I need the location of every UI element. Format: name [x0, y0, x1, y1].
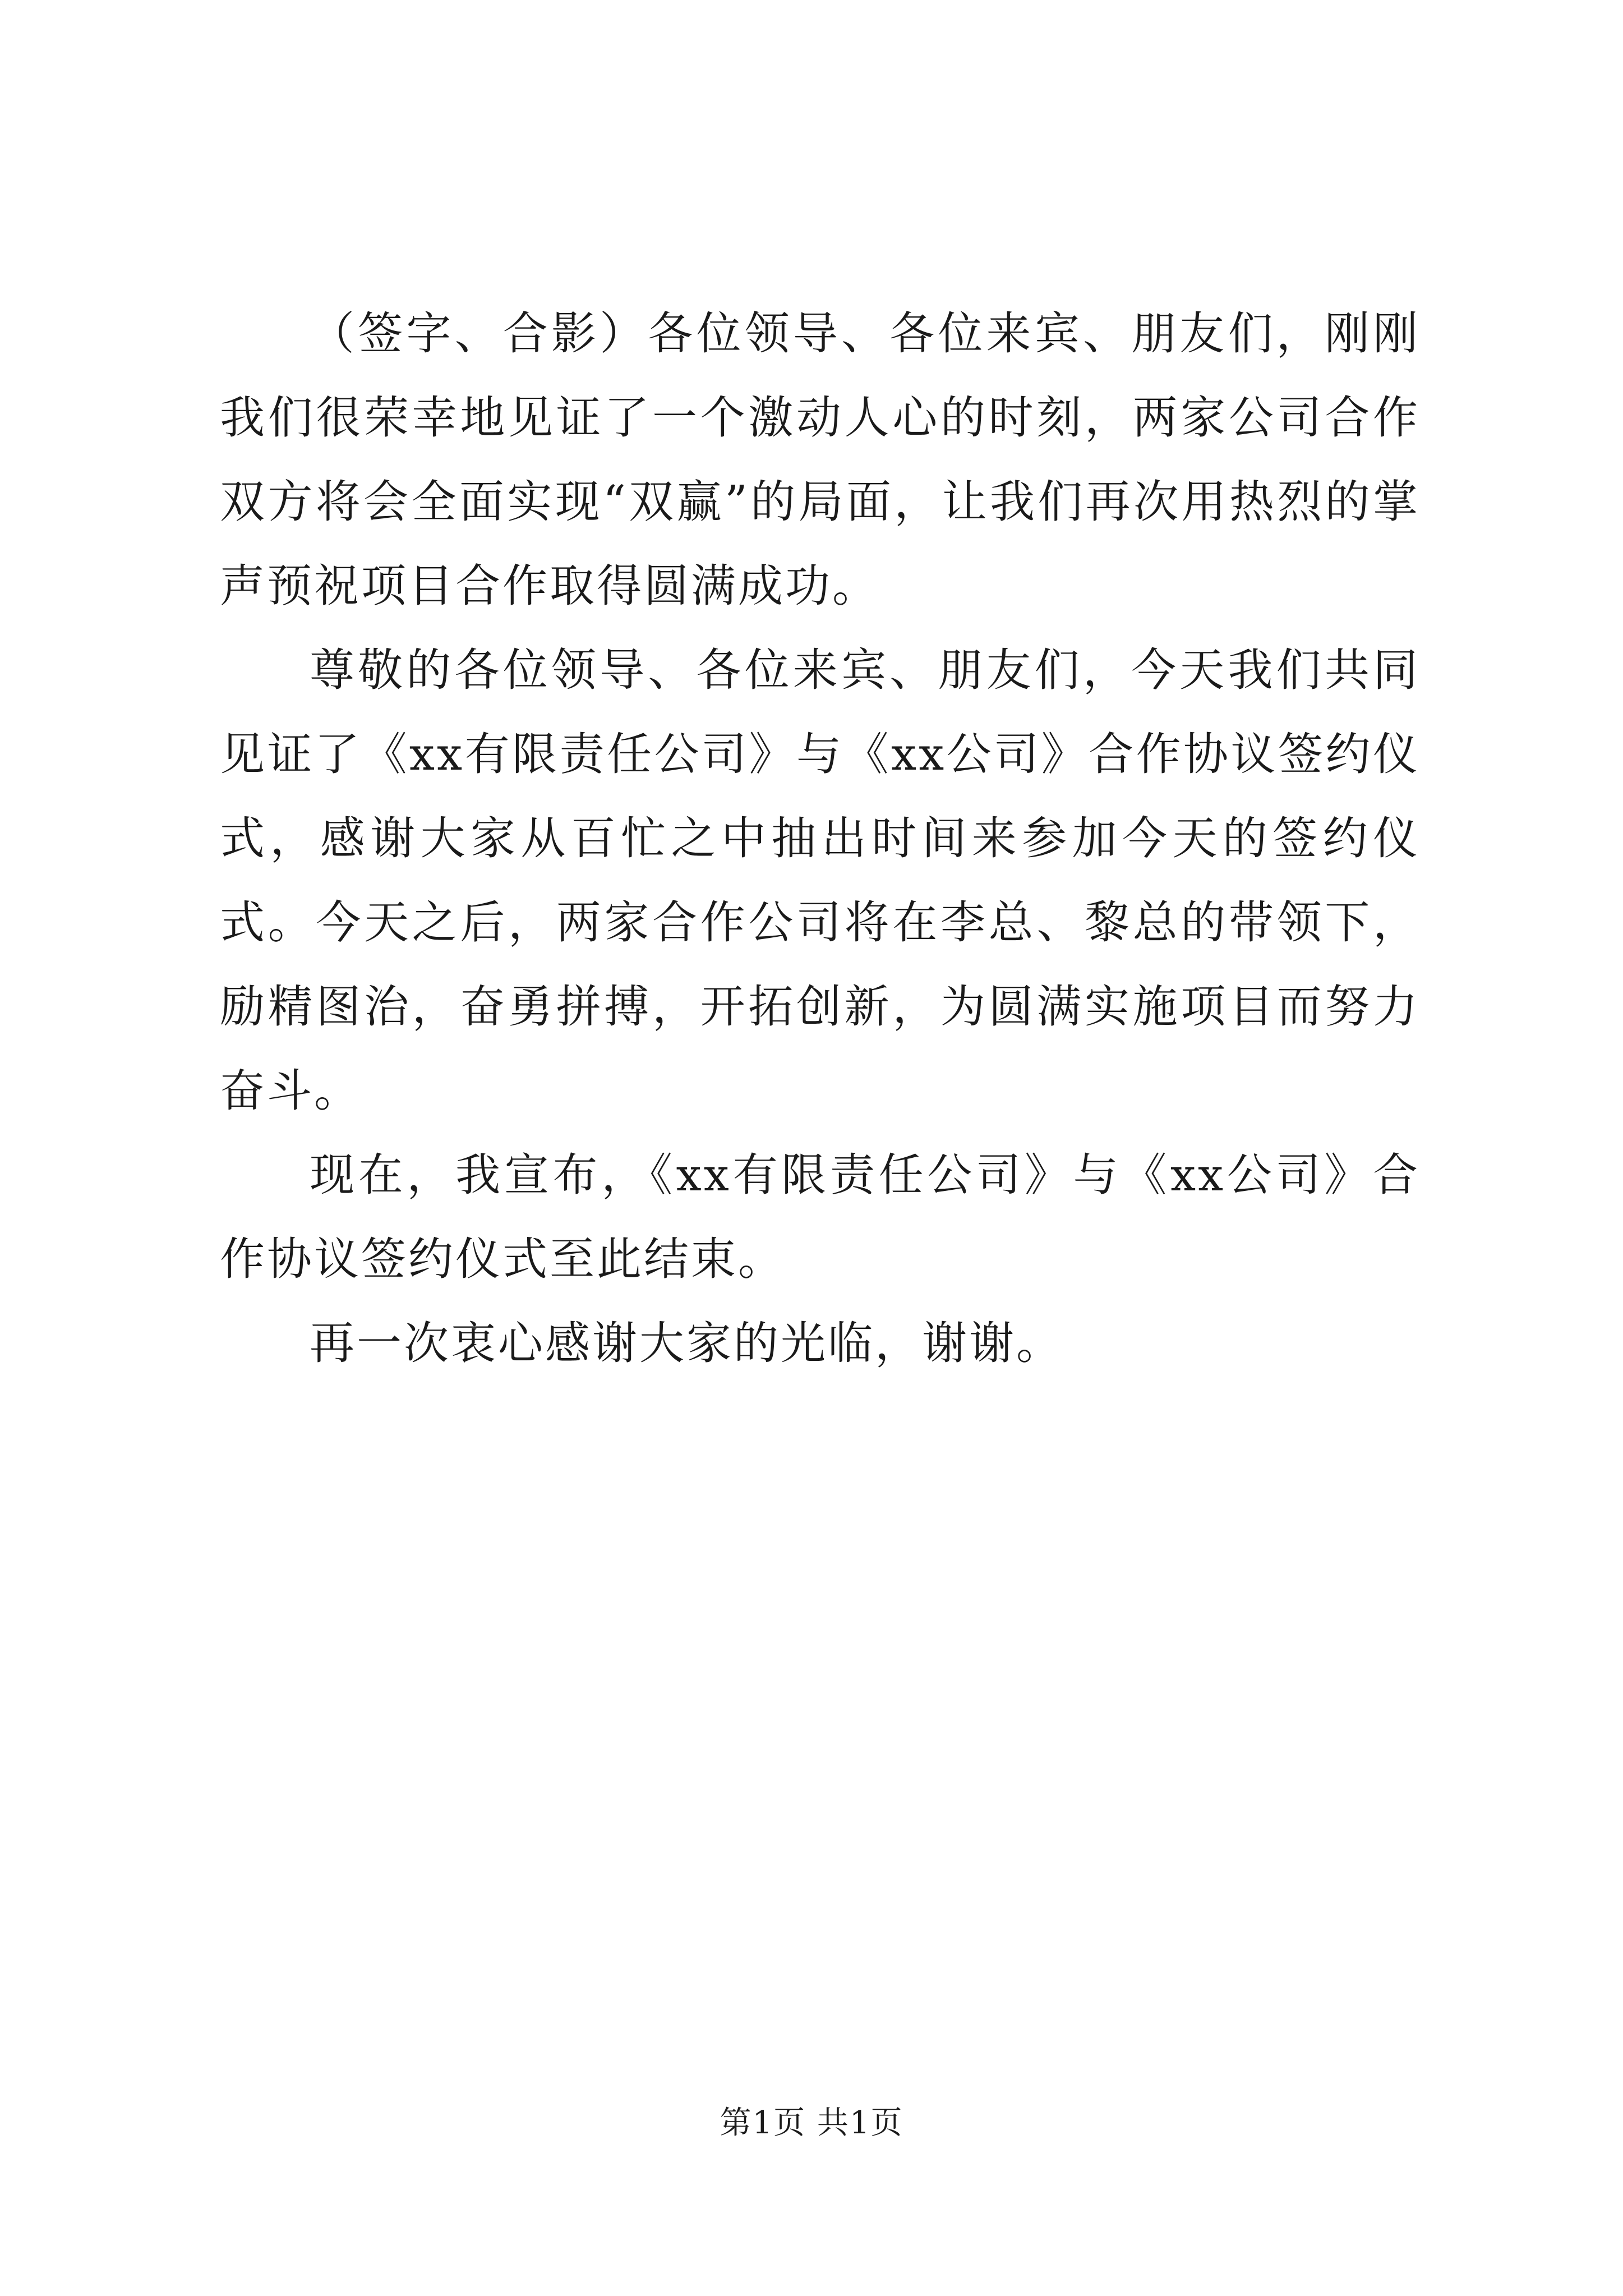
document-body: [220, 292, 1420, 1386]
paragraph-closing-remarks: （签字、合影）各位领导、各位来宾、朋友们，刚刚我们很荣幸地见证了一个激动人心的时刻，两家公司合作双方将会全面实现“双赢”的局面，让我们再次用热烈的掌声预祝项目合作取得圆满成功。: [220, 307, 1420, 612]
paragraph-final-thanks: 再一次衷心感谢大家的光临，谢谢。: [310, 1317, 1063, 1369]
page-number-footer: 第1页 共1页: [720, 2105, 903, 2141]
paragraph-announcement: 现在，我宣布，《xx有限责任公司》与《xx公司》合作协议签约仪式至此结束。: [220, 1149, 1420, 1285]
paragraph-thanks-and-outlook: 尊敬的各位领导、各位来宾、朋友们，今天我们共同见证了《xx有限责任公司》与《xx公司》合作协议签约仪式，感谢大家从百忙之中抽出时间来参加今天的签约仪式。今天之后，两家合作公司将在李总、黎总的带领下，励精图治，奋勇拼搏，开拓创新，为圆满实施项目而努力奋斗。: [220, 644, 1420, 1117]
